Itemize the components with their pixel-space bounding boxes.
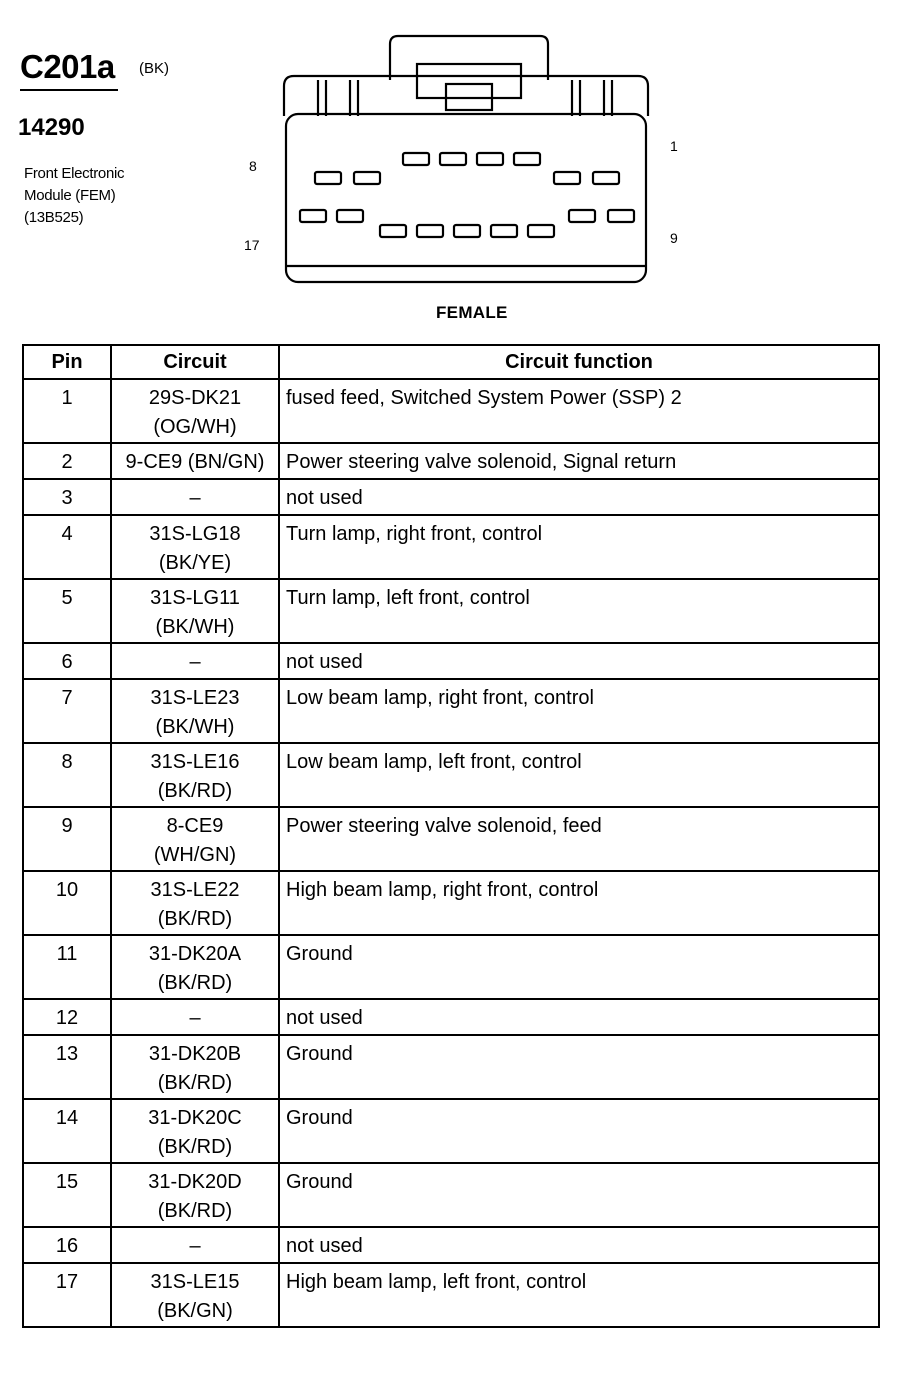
latch-window [417, 64, 521, 98]
circuit-color: (BK/RD) [157, 1136, 233, 1158]
circuit-cell [111, 515, 279, 579]
circuit-code: – [189, 487, 201, 509]
circuit-cell [111, 479, 279, 515]
pin-number: 6 [23, 643, 111, 679]
pin-number: 15 [23, 1163, 111, 1227]
circuit-code: – [189, 1235, 201, 1257]
pin-number: 17 [23, 1263, 111, 1327]
pin-cavity [380, 225, 406, 237]
pin-cavity [593, 172, 619, 184]
circuit-code: 31S-LE15 [150, 1271, 240, 1293]
circuit-cell [111, 443, 279, 479]
pin-label-top-left: 8 [249, 158, 257, 174]
part-number: 14290 [18, 114, 85, 141]
housing-body [286, 114, 646, 282]
header-circuit: Circuit [111, 345, 279, 379]
circuit-function: fused feed, Switched System Power (SSP) 2 [279, 379, 879, 443]
circuit-function: Turn lamp, right front, control [279, 515, 879, 579]
circuit-function: Power steering valve solenoid, Signal return [279, 443, 879, 479]
header-pin: Pin [23, 345, 111, 379]
connector-color: (BK) [139, 60, 169, 77]
circuit-cell [111, 935, 279, 999]
circuit-cell [111, 579, 279, 643]
circuit-color: (BK/RD) [157, 908, 233, 930]
pin-number: 8 [23, 743, 111, 807]
pin-cavity [608, 210, 634, 222]
circuit-color: (BK/WH) [155, 616, 235, 638]
table-row [23, 679, 879, 743]
table-row [23, 1163, 879, 1227]
table-row [23, 443, 879, 479]
pin-number: 2 [23, 443, 111, 479]
circuit-cell [111, 643, 279, 679]
module-desc-line: Module (FEM) [24, 187, 116, 204]
circuit-function: Ground [279, 1163, 879, 1227]
circuit-color: (OG/WH) [153, 416, 237, 438]
circuit-cell [111, 1263, 279, 1327]
module-desc-line: (13B525) [24, 209, 84, 226]
circuit-code: 9-CE9 (BN/GN) [125, 451, 265, 473]
circuit-function: Low beam lamp, right front, control [279, 679, 879, 743]
pin-cavity [454, 225, 480, 237]
pin-number: 13 [23, 1035, 111, 1099]
module-description [24, 163, 124, 229]
circuit-color: (BK/RD) [157, 972, 233, 994]
circuit-code: 31-DK20B [148, 1043, 242, 1065]
pin-cavity [315, 172, 341, 184]
circuit-code: 31S-LG18 [149, 523, 241, 545]
pin-cavity [491, 225, 517, 237]
table-row [23, 1099, 879, 1163]
table-row [23, 643, 879, 679]
circuit-cell [111, 871, 279, 935]
circuit-code: 31-DK20A [148, 943, 242, 965]
table-row [23, 807, 879, 871]
pin-number: 16 [23, 1227, 111, 1263]
table-header-row [23, 345, 879, 379]
pin-cavity [554, 172, 580, 184]
circuit-code: – [189, 651, 201, 673]
circuit-function: High beam lamp, right front, control [279, 871, 879, 935]
latch-outline [390, 36, 548, 80]
pin-cavity [477, 153, 503, 165]
pin-cavity [403, 153, 429, 165]
circuit-function: not used [279, 1227, 879, 1263]
pin-number: 10 [23, 871, 111, 935]
circuit-cell [111, 679, 279, 743]
table-row [23, 579, 879, 643]
module-desc-line: Front Electronic [24, 165, 125, 182]
pin-cavity [354, 172, 380, 184]
circuit-function: Ground [279, 1035, 879, 1099]
circuit-cell [111, 807, 279, 871]
circuit-function: not used [279, 643, 879, 679]
circuit-function: Ground [279, 935, 879, 999]
circuit-cell [111, 1227, 279, 1263]
circuit-code: 29S-DK21 [148, 387, 242, 409]
pin-number: 11 [23, 935, 111, 999]
pin-number: 9 [23, 807, 111, 871]
circuit-cell [111, 743, 279, 807]
pin-table [22, 344, 880, 1328]
pin-cavity [417, 225, 443, 237]
table-row [23, 1263, 879, 1327]
table-row [23, 479, 879, 515]
circuit-function: Low beam lamp, left front, control [279, 743, 879, 807]
table-row [23, 515, 879, 579]
circuit-cell [111, 1099, 279, 1163]
circuit-code: 31-DK20D [148, 1171, 242, 1193]
header-function: Circuit function [279, 345, 879, 379]
circuit-code: 8-CE9 [166, 815, 224, 837]
pin-number: 4 [23, 515, 111, 579]
circuit-function: High beam lamp, left front, control [279, 1263, 879, 1327]
circuit-function: Ground [279, 1099, 879, 1163]
circuit-color: (BK/RD) [157, 1200, 233, 1222]
table-row [23, 743, 879, 807]
circuit-function: not used [279, 999, 879, 1035]
pin-number: 5 [23, 579, 111, 643]
circuit-code: 31S-LE22 [150, 879, 240, 901]
circuit-code: 31S-LE23 [150, 687, 240, 709]
connector-id: C201a [20, 48, 115, 85]
circuit-color: (BK/WH) [155, 716, 235, 738]
table-row [23, 1227, 879, 1263]
circuit-cell [111, 1163, 279, 1227]
table-row [23, 871, 879, 935]
circuit-color: (BK/GN) [157, 1300, 233, 1322]
pin-label-top-right: 1 [670, 138, 678, 154]
pin-number: 1 [23, 379, 111, 443]
pin-cavity [337, 210, 363, 222]
pin-number: 3 [23, 479, 111, 515]
pin-label-bottom-right: 9 [670, 230, 678, 246]
circuit-code: 31S-LE16 [150, 751, 240, 773]
pin-number: 14 [23, 1099, 111, 1163]
table-row [23, 935, 879, 999]
connector-id-underline [20, 89, 118, 91]
circuit-cell [111, 1035, 279, 1099]
circuit-color: (BK/RD) [157, 780, 233, 802]
circuit-color: (BK/YE) [158, 552, 232, 574]
table-row [23, 999, 879, 1035]
pin-cavity [528, 225, 554, 237]
pin-cavity [440, 153, 466, 165]
circuit-function: Power steering valve solenoid, feed [279, 807, 879, 871]
connector-face-diagram [280, 34, 652, 290]
circuit-code: – [189, 1007, 201, 1029]
circuit-code: 31S-LG11 [150, 587, 240, 609]
pin-cavity [300, 210, 326, 222]
table-row [23, 379, 879, 443]
table-row [23, 1035, 879, 1099]
pin-label-bottom-left: 17 [244, 237, 260, 253]
pin-number: 12 [23, 999, 111, 1035]
circuit-function: not used [279, 479, 879, 515]
circuit-color: (WH/GN) [153, 844, 237, 866]
circuit-cell [111, 379, 279, 443]
connector-gender-label: FEMALE [436, 303, 508, 322]
pin-cavity [569, 210, 595, 222]
pin-number: 7 [23, 679, 111, 743]
circuit-color: (BK/RD) [157, 1072, 233, 1094]
pin-cavity [514, 153, 540, 165]
circuit-function: Turn lamp, left front, control [279, 579, 879, 643]
circuit-code: 31-DK20C [148, 1107, 242, 1129]
circuit-cell [111, 999, 279, 1035]
